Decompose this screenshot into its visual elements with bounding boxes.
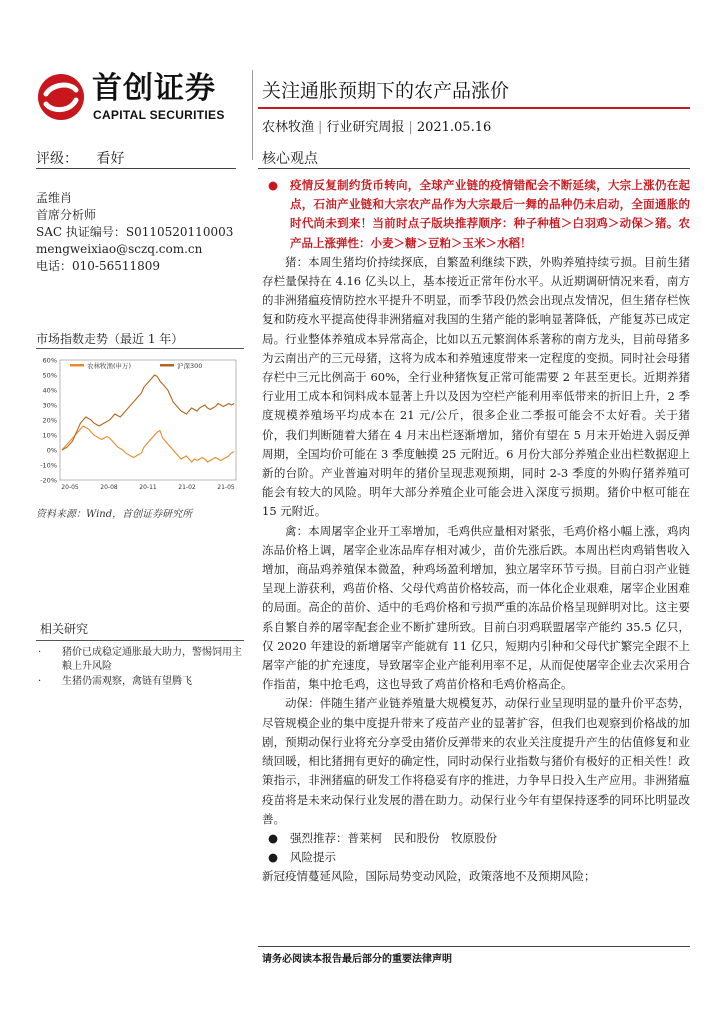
y-tick-label: 10% <box>42 431 57 440</box>
series-line-1 <box>62 426 234 462</box>
chart-source: 资料来源：Wind，首创证券研究所 <box>36 509 193 520</box>
x-tick-label: 21-05 <box>217 484 235 491</box>
legend-swatch <box>160 364 174 367</box>
y-tick-label: 50% <box>42 371 57 380</box>
bullet-icon: ● <box>268 830 279 845</box>
meta-separator: | <box>318 120 323 135</box>
analyst-sac: SAC 执证编号：S0110520110003 <box>36 225 234 239</box>
y-tick-label: 40% <box>42 386 57 395</box>
x-tick-label: 20-05 <box>61 484 79 491</box>
logo-mark-icon <box>36 72 86 122</box>
rating-label: 评级： <box>36 151 78 167</box>
legend-label: 沪深300 <box>177 362 203 370</box>
bullet-icon: ● <box>268 850 279 865</box>
risk-text: 新冠疫情蔓延风险，国际局势变动风险，政策落地不及预期风险； <box>262 869 596 884</box>
analyst-name: 孟维肖 <box>36 191 73 205</box>
footer-disclaimer: 请务必阅读本报告最后部分的重要法律声明 <box>262 954 452 965</box>
report-date: 2021.05.16 <box>416 120 492 135</box>
x-tick-label: 21-02 <box>178 484 196 491</box>
chart-plot-frame <box>60 360 236 480</box>
x-tick-label: 20-08 <box>100 484 118 491</box>
core-view-rule <box>258 168 690 169</box>
recommend-line: ● 强烈推荐：普莱柯 民和股份 牧原股份 <box>262 829 690 848</box>
x-tick-label: 20-11 <box>139 484 157 491</box>
sector-label: 农林牧渔 <box>262 120 315 135</box>
y-tick-label: 0% <box>46 446 57 455</box>
bullet-icon: · <box>38 676 42 687</box>
y-tick-label: 30% <box>42 401 57 410</box>
header-divider <box>252 70 253 160</box>
y-tick-label: 60% <box>42 356 57 365</box>
bullet-icon: · <box>38 647 42 658</box>
bullet-icon: ● <box>268 178 279 192</box>
report-meta <box>262 116 491 135</box>
rating-value: 看好 <box>96 151 125 167</box>
animal-health-paragraph: 动保：伴随生猪产业链养殖量大规模复苏，动保行业呈现明显的量升价平态势，尽管规模企业的集中度提升带来了疫苗产业的显著扩容，但我们也观察到价格战的加剧，预期动保行业将充分享受由猪价反弹带来的农业关注度提升产生的估值修复和业绩回暖，相比猪拥有更好的确定性，同时动保行业指数与猪价有极好的正相关性！政策指示，非洲猪瘟的研发工作将稳妥有序的推进，力争早日投入生产应用。非洲猪瘟疫苗将是未来动保行业发展的潜在助力。动保行业今年有望保持逐季的同环比明显改善。 <box>262 696 690 826</box>
brand-logo <box>36 72 246 126</box>
y-tick-label: -10% <box>40 461 57 470</box>
footer-rule <box>258 946 690 947</box>
meta-separator: | <box>408 120 413 135</box>
core-view-heading: 核心观点 <box>262 151 318 167</box>
series-line-2 <box>62 375 234 450</box>
analyst-role: 首席分析师 <box>36 208 97 222</box>
report-type: 行业研究周报 <box>326 120 405 135</box>
chart-rule <box>36 348 244 349</box>
poultry-paragraph: 禽：本周屠宰企业开工率增加，毛鸡供应量相对紧张，毛鸡价格小幅上涨，鸡肉冻品价格上调，屠宰企业冻品库存相对减少，苗价先涨后跌。本周出栏肉鸡销售收入增加，商品鸡养殖保本微盈，种鸡场盈利增加，独立屠宰环节亏损。目前白羽产业链呈现上游获利，鸡苗价格、父母代鸡苗价格较高，而一体化企业艰难，屠宰企业困难的局面。高企的苗价、适中的毛鸡价格和亏损严重的冻品价格呈现鲜明对比。这主要系自繁自养的屠宰配套企业不断扩建所致。目前白羽鸡联盟屠宰产能约 35.5 亿只，仅 2020 年建设的新增屠宰产能就有 11 亿只，短期内引种和父母代扩繁完全跟不上屠宰产能的扩充速度，导致屠宰企业产能利用率不足，从而促使屠宰企业去次采用合作指苗，集中抢毛鸡，这也导致了鸡苗价格和毛鸡价格高企。 <box>262 523 690 692</box>
chart-title: 市场指数走势（最近 1 年） <box>36 332 184 346</box>
index-line-chart <box>36 350 244 510</box>
related-research-heading: 相关研究 <box>40 622 89 636</box>
related-research-list <box>38 646 244 690</box>
analyst-phone: 电话：010-56511809 <box>36 259 161 273</box>
related-research-item[interactable]: · 猪价已成稳定通胀最大助力，警惕饲用主粮上升风险 <box>38 647 242 672</box>
risk-heading: ● 风险提示 <box>262 848 690 867</box>
brand-name-cn: 首创证券 <box>92 71 216 106</box>
rating <box>36 148 236 168</box>
report-title: 关注通胀预期下的农产品涨价 <box>262 80 510 102</box>
title-rule <box>258 107 690 109</box>
related-research-rule <box>36 640 244 641</box>
brand-name-en: CAPITAL SECURITIES <box>93 108 225 122</box>
rating-rule <box>36 168 236 169</box>
core-view-body <box>262 176 690 887</box>
analyst-email[interactable]: mengweixiao@sczq.com.cn <box>36 242 203 256</box>
highlight-paragraph: ● 疫情反复制约货币转向，全球产业链的疫情错配会不断延续，大宗上涨仍在起点，石油产业链和大宗农产品作为大宗最后一舞的品种仍未启动，全面通胀的时代尚未到来！当前时点子版块推荐顺序：种子种植＞白羽鸡＞动保＞猪。农产品上涨弹性：小麦＞糖＞豆粕＞玉米＞水稻！ <box>268 178 690 250</box>
pig-paragraph: 猪：本周生猪均价持续探底，自繁盈利继续下跌，外购养殖持续亏损。目前生猪存栏量保持在 4.16 亿头以上，基本接近正常年份水平。从近期调研情况来看，南方的非洲猪瘟疫情防控水平提升不明显，而季节段仍然会出现点发情况，但生猪存栏恢复和防疫水平提高使得非洲猪瘟对我国的生猪产能的影响显著降低，产能复苏已成定局。行业整体养殖成本异常高企，比如以五元繁润体系著称的南方龙头，目前母猪多为云南出产的三元母猪，这将为成本和养殖速度带来一定程度的变损。同时社会母猪存栏中三元比例高于 60%，全行业种猪恢复正常可能需要 2 年甚至更长。近期养猪行业用工成本和饲料成本显著上升以及因为空栏产能利用率低带来的折旧上升，2 季度规模养殖场平均成本在 21 元/公斤，很多企业二季报可能会不太好看。关于猪价，我们判断随着大猪在 4 月末出栏逐渐增加，猪价有望在 5 月末开始进入弱反弹周期，全国均价可能在 3 季度触摸 25 元附近。6 月份大部分养殖企业出栏数据迎上新的台阶。产业普遍对明年的猪价呈现悲观预期，同时 2-3 季度的外购仔猪养殖可能会有较大的风险。明年大部分养殖企业可能会进入深度亏损期。猪价中枢可能在 15 元附近。 <box>262 254 690 519</box>
legend-label: 农林牧渔(申万) <box>87 362 132 370</box>
analyst-info <box>36 190 233 275</box>
y-tick-label: -20% <box>40 476 57 485</box>
related-research-item[interactable]: · 生猪仍需观察，禽链有望腾飞 <box>38 676 192 687</box>
y-tick-label: 20% <box>42 416 57 425</box>
index-chart <box>36 330 244 520</box>
legend-swatch <box>70 364 84 367</box>
